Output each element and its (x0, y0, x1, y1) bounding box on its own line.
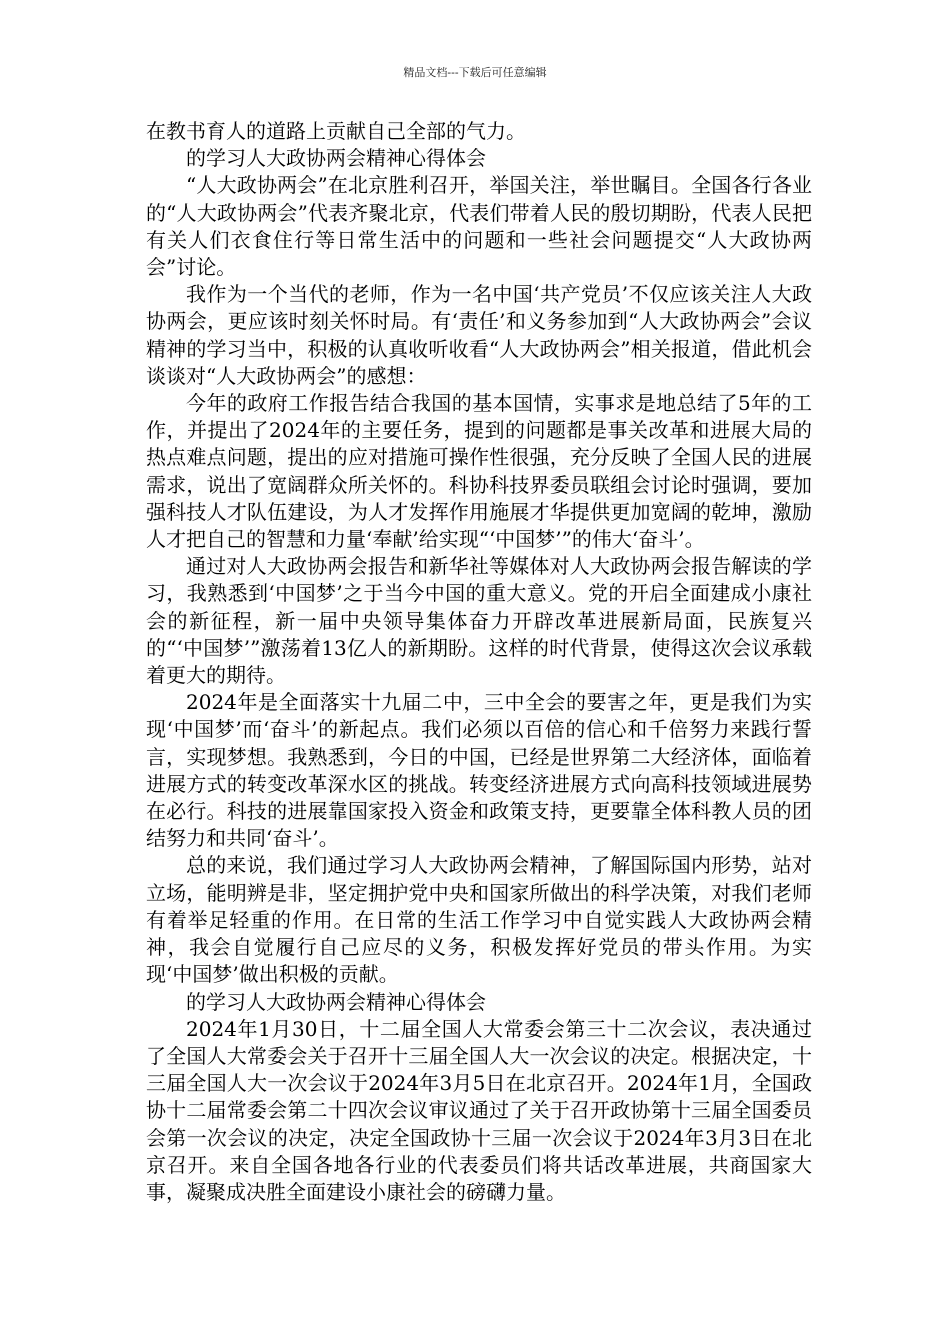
paragraph: 今年的政府工作报告结合我国的基本国情，实事求是地总结了5年的工作，并提出了2024年的主要任务，提到的问题都是事关改革和进展大局的热点难点问题，提出的应对措施可操作性很强，充分反映了全国人民的进展需求，说出了宽阔群众所关怀的。科协科技界委员联组会讨论时强调，要加强科技人才队伍建设，为人才发挥作用施展才华提供更加宽阔的乾坤，激励人才把自己的智慧和力量‘奉献’给实现“‘中国梦’”的伟大‘奋斗’。 (146, 391, 812, 552)
paragraph: “人大政协两会”在北京胜利召开，举国关注，举世瞩目。全国各行各业的“人大政协两会”代表齐聚北京，代表们带着人民的殷切期盼，代表人民把有关人们衣食住行等日常生活中的问题和一些社会问题提交“人大政协两会”讨论。 (146, 173, 812, 280)
document-body (146, 118, 812, 1206)
paragraph: 2024年是全面落实十九届二中，三中全会的要害之年，更是我们为实现‘中国梦’而‘奋斗’的新起点。我们必须以百倍的信心和千倍努力来践行誓言，实现梦想。我熟悉到，今日的中国，已经是世界第二大经济体，面临着进展方式的转变改革深水区的挑战。转变经济进展方式向高科技领域进展势在必行。科技的进展靠国家投入资金和政策支持，更要靠全体科教人员的团结努力和共同‘奋斗’。 (146, 690, 812, 851)
section-heading: 的学习人大政协两会精神心得体会 (186, 146, 486, 171)
paragraph: 2024年1月30日，十二届全国人大常委会第三十二次会议，表决通过了全国人大常委会关于召开十三届全国人大一次会议的决定。根据决定，十三届全国人大一次会议于2024年3月5日在北京召开。2024年1月，全国政协十二届常委会第二十四次会议审议通过了关于召开政协第十三届全国委员会第一次会议的决定，决定全国政协十三届一次会议于2024年3月3日在北京召开。来自全国各地各行业的代表委员们将共话改革进展，共商国家大事，凝聚成决胜全面建设小康社会的磅礴力量。 (146, 1016, 812, 1204)
page-header: 精品文档---下载后可任意编辑 (403, 66, 547, 79)
paragraph-continuation: 在教书育人的道路上贡献自己全部的气力。 (146, 119, 526, 143)
paragraph: 我作为一个当代的老师，作为一名中国‘共产党员’不仅应该关注人大政协两会，更应该时刻关怀时局。有‘责任’和义务参加到“人大政协两会”会议精神的学习当中，积极的认真收听收看“人大政协两会”相关报道，借此机会谈谈对“人大政协两会”的感想： (146, 282, 812, 388)
paragraph: 通过对人大政协两会报告和新华社等媒体对人大政协两会报告解读的学习，我熟悉到‘中国梦’之于当今中国的重大意义。党的开启全面建成小康社会的新征程，新一届中央领导集体奋力开辟改革进展新局面，民族复兴的“‘中国梦’”激荡着13亿人的新期盼。这样的时代背景，使得这次会议承载着更大的期待。 (146, 554, 812, 688)
section-heading: 的学习人大政协两会精神心得体会 (186, 989, 486, 1014)
paragraph: 总的来说，我们通过学习人大政协两会精神，了解国际国内形势，站对立场，能明辨是非，坚定拥护党中央和国家所做出的科学决策，对我们老师有着举足轻重的作用。在日常的生活工作学习中自觉实践人大政协两会精神，我会自觉履行自己应尽的义务，积极发挥好党员的带头作用。为实现‘中国梦’做出积极的贡献。 (146, 853, 812, 987)
